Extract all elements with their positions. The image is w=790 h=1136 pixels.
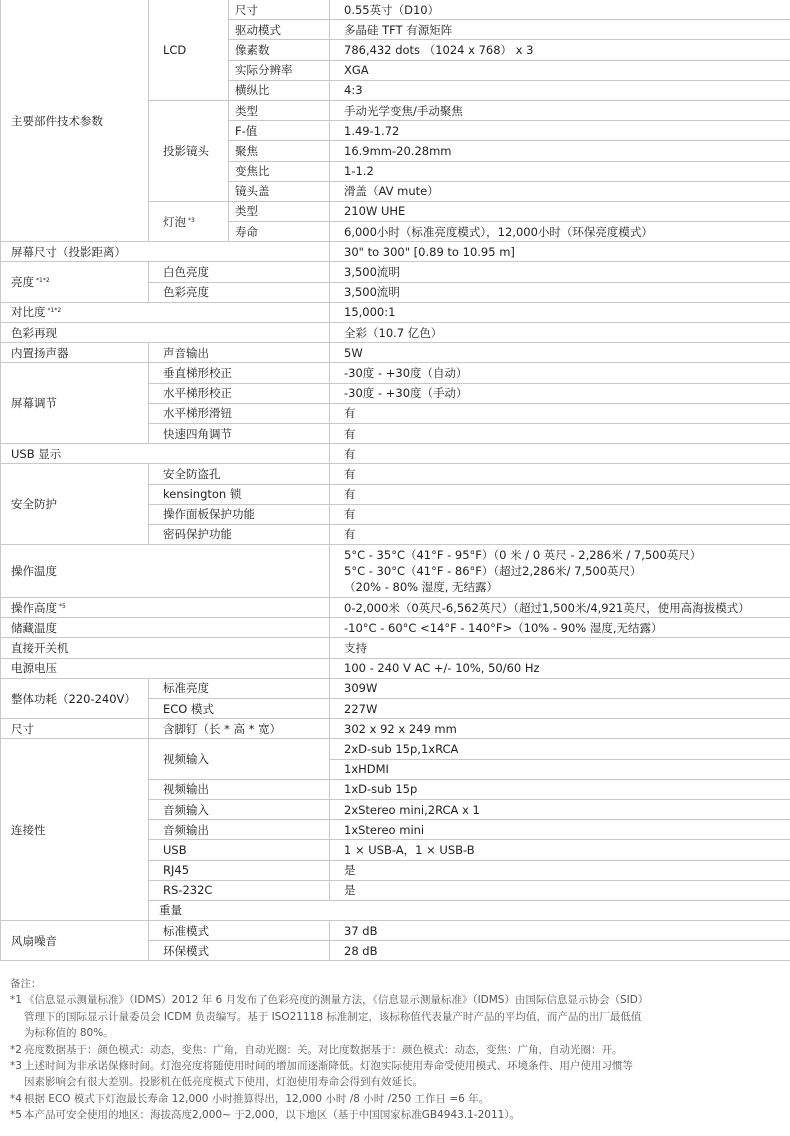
cell-label: 变焦比: [229, 161, 330, 181]
cell-value: 有: [330, 423, 790, 443]
cell-value: 1-1.2: [330, 161, 790, 181]
row-label: 尺寸: [1, 719, 149, 739]
table-row: [1, 719, 790, 739]
cell-value: 16.9mm-20.28mm: [330, 141, 790, 161]
table-row: [1, 0, 790, 20]
footnote-mark: *5: [10, 1109, 22, 1122]
cell-label: 寿命: [229, 222, 330, 242]
row-label: USB 显示: [1, 444, 330, 464]
cell-value: 有: [330, 504, 790, 524]
footnote: [10, 1107, 780, 1123]
cell-label: 水平梯形校正: [149, 383, 330, 403]
brightness-label: 亮度: [11, 275, 34, 290]
cell-label: 色彩亮度: [149, 282, 330, 302]
cell-value: 30" to 300" [0.89 to 10.95 m]: [330, 242, 790, 262]
cell-label: 视频输入: [149, 739, 330, 779]
row-label: 连接性: [1, 739, 149, 921]
cell-value: 1xHDMI: [330, 759, 790, 779]
cell-value: 210W UHE: [330, 201, 790, 221]
table-row: [1, 302, 790, 322]
optemp-line-1: 5°C - 35°C（41°F - 95°F）（0 米 / 0 英尺 - 2,286米 / 7,500英尺）: [344, 548, 702, 563]
cell-label: 环保模式: [149, 941, 330, 961]
cell-value: 手动光学变焦/手动聚焦: [330, 100, 790, 120]
cell-value: 2xStereo mini,2RCA x 1: [330, 799, 790, 819]
cell-value: 1xStereo mini: [330, 820, 790, 840]
cell-value: 2xD-sub 15p,1xRCA: [330, 739, 790, 759]
row-label: 色彩再现: [1, 323, 330, 343]
cell-value: XGA: [330, 60, 790, 80]
table-row: [1, 638, 790, 658]
cell-label: 类型: [229, 100, 330, 120]
cell-label: 音频输入: [149, 799, 330, 819]
cell-value: -30度 - +30度（自动）: [330, 363, 790, 383]
altitude-label: 操作高度: [11, 600, 57, 615]
cell-label: 密码保护功能: [149, 524, 330, 544]
footnote-mark: *3: [10, 1060, 22, 1073]
cell-label: 驱动模式: [229, 20, 330, 40]
cell-value: 全彩（10.7 亿色）: [330, 323, 790, 343]
row-label: 储藏温度: [1, 618, 330, 638]
cell-label: 操作面板保护功能: [149, 504, 330, 524]
footnote-text: 本产品可安全使用的地区：海拔高度2,000~ 于2,000，以下地区（基于中国国家标准GB4943.1-2011）。: [24, 1109, 521, 1122]
optemp-line-3: （20% - 80% 湿度, 无结露）: [344, 580, 499, 595]
row-label: 整体功耗（220-240V）: [1, 678, 149, 718]
footnote-mark: *5: [59, 602, 66, 610]
cell-label: F-值: [229, 121, 330, 141]
footnote-mark: *3: [188, 216, 195, 224]
cell-value: 28 dB: [330, 941, 790, 961]
footnotes: [10, 976, 780, 1124]
cell-value: -30度 - +30度（手动）: [330, 383, 790, 403]
cell-value: 0-2,000米（0英尺-6,562英尺）（超过1,500米/4,921英尺，使用高海拔模式）: [330, 598, 790, 618]
table-row: [1, 739, 790, 759]
footnote-text: 亮度数据基于：颜色模式：动态，变焦：广角，自动光圈：关。对比度数据基于：颜色模式：动态，变焦：广角，自动光圈：开。: [24, 1043, 623, 1056]
row-label: 操作温度: [1, 545, 330, 598]
cell-label: 安全防盗孔: [149, 464, 330, 484]
footnote-mark: *1: [10, 994, 22, 1007]
row-label: 屏幕尺寸（投影距离）: [1, 242, 330, 262]
group-label: [149, 201, 229, 241]
row-label: 屏幕调节: [1, 363, 149, 444]
group-label: LCD: [149, 0, 229, 100]
cell-label: 类型: [229, 201, 330, 221]
row-label: [1, 262, 149, 302]
cell-value: 1xD-sub 15p: [330, 779, 790, 799]
cell-label: RJ45: [149, 860, 330, 880]
cell-value: 786,432 dots （1024 x 768） x 3: [330, 40, 790, 60]
cell-label: 像素数: [229, 40, 330, 60]
cell-label: ECO 模式: [149, 699, 330, 719]
cell-label: 镜头盖: [229, 181, 330, 201]
cell-value: 1 × USB-A，1 × USB-B: [330, 840, 790, 860]
table-row: [1, 545, 790, 598]
table-row: [1, 658, 790, 678]
cell-value: 227W: [330, 699, 790, 719]
cell-label: 声音输出: [149, 343, 330, 363]
table-row: [1, 618, 790, 638]
group-label: 投影镜头: [149, 100, 229, 201]
cell-value: 37 dB: [330, 921, 790, 941]
cell-label: 含脚钉（长 * 高 * 宽）: [149, 719, 330, 739]
cell-label: 尺寸: [229, 0, 330, 20]
row-label: 安全防护: [1, 464, 149, 545]
cell-value: 是: [330, 880, 790, 900]
lamp-label: 灯泡: [163, 214, 186, 229]
table-row: [1, 678, 790, 698]
row-label: [1, 598, 330, 618]
table-row: [1, 444, 790, 464]
table-row: [1, 921, 790, 941]
cell-label: RS-232C: [149, 880, 330, 900]
cell-label: 白色亮度: [149, 262, 330, 282]
cell-value: 1.49-1.72: [330, 121, 790, 141]
row-label: 重量: [149, 900, 790, 920]
cell-value: [330, 545, 790, 598]
footnote: [10, 1042, 780, 1058]
cell-value: 100 - 240 V AC +/- 10%, 50/60 Hz: [330, 658, 790, 678]
cell-value: 3,500流明: [330, 262, 790, 282]
cell-label: 快速四角调节: [149, 423, 330, 443]
footnote-mark: *1*2: [36, 277, 50, 285]
table-row: [1, 598, 790, 618]
cell-value: 有: [330, 484, 790, 504]
cell-label: 垂直梯形校正: [149, 363, 330, 383]
cell-value: 有: [330, 403, 790, 423]
cell-value: 有: [330, 524, 790, 544]
footnote-mark: *4: [10, 1092, 22, 1105]
row-label: 内置扬声器: [1, 343, 149, 363]
cell-label: 音频输出: [149, 820, 330, 840]
cell-value: 滑盖（AV mute）: [330, 181, 790, 201]
cell-value: 支持: [330, 638, 790, 658]
contrast-label: 对比度: [11, 305, 46, 320]
cell-value: 多晶硅 TFT 有源矩阵: [330, 20, 790, 40]
footnote: [10, 1058, 780, 1091]
cell-label: 聚焦: [229, 141, 330, 161]
row-label: 直接开关机: [1, 638, 330, 658]
cell-label: 标准模式: [149, 921, 330, 941]
cell-value: 4:3: [330, 80, 790, 100]
cell-label: USB: [149, 840, 330, 860]
footnote-mark: *1*2: [47, 307, 62, 315]
cell-value: -10°C - 60°C <14°F - 140°F>（10% - 90% 湿度,无结露）: [330, 618, 790, 638]
footnote-text: 上述时间为非承诺保修时间。灯泡亮度将随使用时间的增加而逐渐降低。灯泡实际使用寿命受使用模式、环境条件、用户使用习惯等: [24, 1060, 633, 1073]
cell-label: 水平梯形滑钮: [149, 403, 330, 423]
table-row: [1, 242, 790, 262]
row-label: 风扇噪音: [1, 921, 149, 961]
cell-value: 3,500流明: [330, 282, 790, 302]
footnote-text: 为标称值的 80%。: [24, 1027, 114, 1040]
cell-label: 标准亮度: [149, 678, 330, 698]
table-row: [1, 363, 790, 383]
cell-value: 15,000:1: [330, 302, 790, 322]
cell-value: 0.55英寸（D10）: [330, 0, 790, 20]
optemp-line-2: 5°C - 30°C（41°F - 86°F）（超过2,286米/ 7,500英尺）: [344, 564, 642, 579]
notes-title: 备注：: [10, 978, 42, 990]
cell-value: 309W: [330, 678, 790, 698]
cell-label: 视频输出: [149, 779, 330, 799]
table-row: [1, 323, 790, 343]
table-row: [1, 464, 790, 484]
footnote-text: 根据 ECO 模式下灯泡最长寿命 12,000 小时推算得出，12,000 小时 /8 小时 /250 工作日 =6 年。: [24, 1092, 490, 1105]
row-label: 主要部件技术参数: [1, 0, 149, 242]
cell-value: 是: [330, 860, 790, 880]
cell-label: 横纵比: [229, 80, 330, 100]
cell-label: 实际分辨率: [229, 60, 330, 80]
cell-value: 有: [330, 444, 790, 464]
row-label: [1, 302, 330, 322]
footnote-text: 因素影响会有很大差别。投影机在低亮度模式下使用，灯泡使用寿命会得到有效延长。: [24, 1076, 423, 1089]
footnote-mark: *2: [10, 1043, 22, 1056]
footnote: [10, 1091, 780, 1107]
cell-value: 6,000小时（标准亮度模式），12,000小时（环保亮度模式）: [330, 222, 790, 242]
row-label: 电源电压: [1, 658, 330, 678]
cell-label: kensington 锁: [149, 484, 330, 504]
footnote-text: 管理下的国际显示计量委员会 ICDM 负责编写。基于 ISO21118 标准制定，该标称值代表量产时产品的平均值，而产品的出厂最低值: [24, 1010, 642, 1023]
footnote-text: 《信息显示测量标准》（IDMS）2012 年 6 月发布了色彩亮度的测量方法，《信息显示测量标准》（IDMS）由国际信息显示协会（SID）: [24, 994, 649, 1007]
footnote: [10, 992, 780, 1041]
cell-value: 有: [330, 464, 790, 484]
table-row: [1, 343, 790, 363]
cell-value: 5W: [330, 343, 790, 363]
table-row: [1, 262, 790, 282]
cell-value: 302 x 92 x 249 mm: [330, 719, 790, 739]
